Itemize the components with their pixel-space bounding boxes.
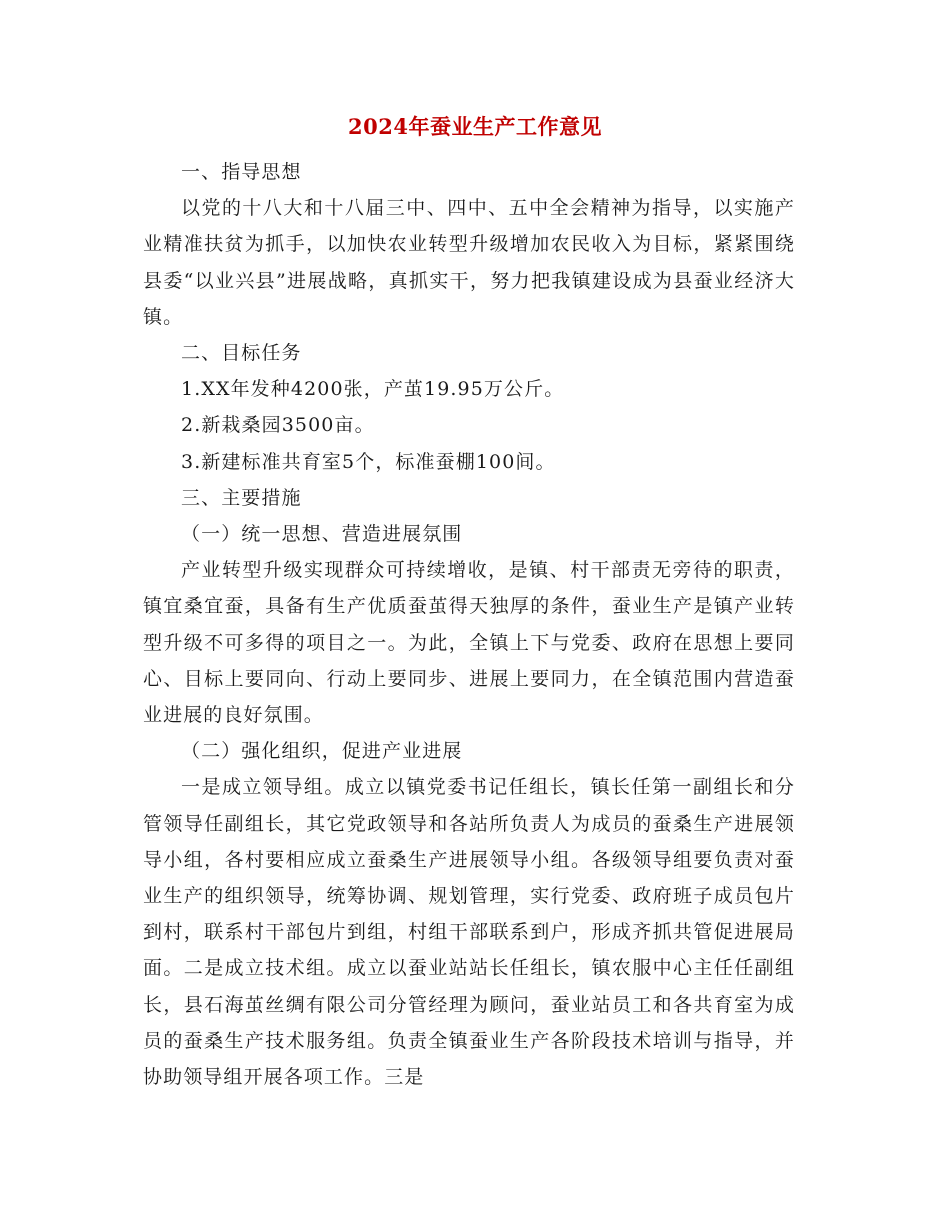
- target-item-2: 2.新栽桑园3500亩。: [181, 414, 375, 437]
- paragraph-unify-thinking: 产业转型升级实现群众可持续增收，是镇、村干部责无旁待的职责，镇宜桑宜蚕，具备有生产优质蚕茧得天独厚的条件，蚕业生产是镇产业转型升级不可多得的项目之一。为此，全镇上下与党委、政府在思想上要同心、目标上要同向、行动上要同步、进展上要同力，在全镇范围内营造蚕业进展的良好氛围。: [143, 559, 795, 727]
- subsection-heading-strengthen-organization: （二）强化组织，促进产业进展: [181, 740, 463, 763]
- document-body: [143, 154, 795, 1095]
- document-title: 2024年蚕业生产工作意见: [348, 114, 602, 139]
- subsection-heading-unify-thinking: （一）统一思想、营造进展氛围: [181, 523, 463, 546]
- section-heading-measures: 三、主要措施: [181, 486, 302, 509]
- target-item-1: 1.XX年发种4200张，产茧19.95万公斤。: [181, 378, 565, 401]
- target-item-3: 3.新建标准共育室5个，标准蚕棚100间。: [181, 450, 556, 473]
- section-heading-targets: 二、目标任务: [181, 342, 302, 365]
- paragraph-strengthen-organization: 一是成立领导组。成立以镇党委书记任组长，镇长任第一副组长和分管领导任副组长，其它党政领导和各站所负责人为成员的蚕桑生产进展领导小组，各村要相应成立蚕桑生产进展领导小组。各级领导组要负责对蚕业生产的组织领导，统筹协调、规划管理，实行党委、政府班子成员包片到村，联系村干部包片到组，村组干部联系到户，形成齐抓共管促进展局面。二是成立技术组。成立以蚕业站站长任组长，镇农服中心主任任副组长，县石海茧丝绸有限公司分管经理为顾问，蚕业站员工和各共育室为成员的蚕桑生产技术服务组。负责全镇蚕业生产各阶段技术培训与指导，并协助领导组开展各项工作。三是: [143, 776, 795, 1089]
- paragraph-guiding-ideology: 以党的十八大和十八届三中、四中、五中全会精神为指导，以实施产业精准扶贫为抓手，以加快农业转型升级增加农民收入为目标，紧紧围绕县委“以业兴县”进展战略，真抓实干，努力把我镇建设成为县蚕业经济大镇。: [143, 197, 795, 328]
- section-heading-guiding-ideology: 一、指导思想: [181, 161, 302, 183]
